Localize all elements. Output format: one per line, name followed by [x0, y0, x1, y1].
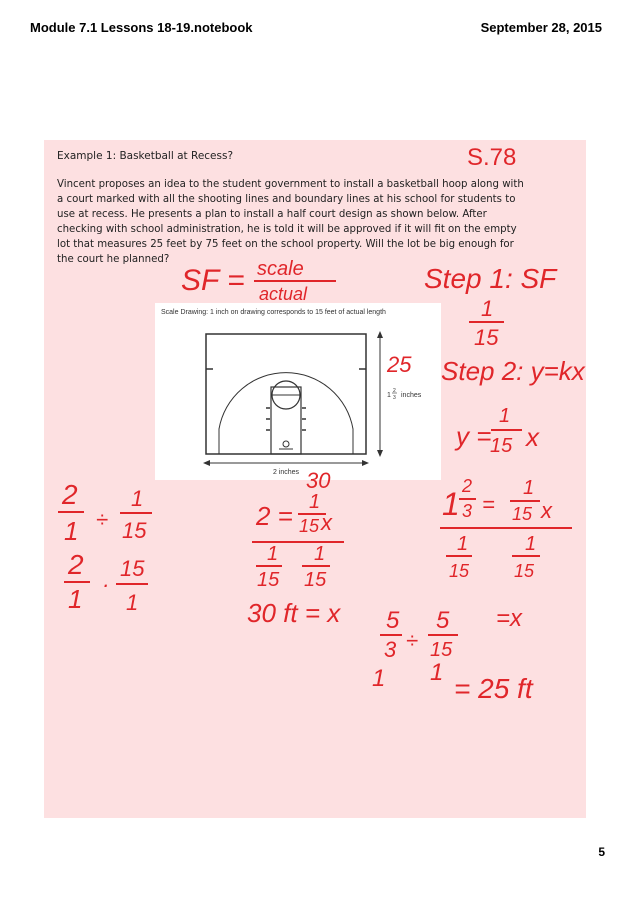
mul-b-num: 15 — [120, 556, 145, 581]
div-a-den: 1 — [64, 516, 79, 546]
height-25-label: 25 — [387, 352, 412, 377]
page-number: 5 — [598, 845, 605, 859]
mul-b-den: 1 — [126, 590, 139, 615]
div-b-num: 1 — [131, 486, 144, 511]
eq2-rhs-num: 1 — [309, 491, 321, 513]
page-date: September 28, 2015 — [480, 20, 602, 35]
final-eq: = 25 ft — [454, 673, 533, 704]
eq2-div2-den: 15 — [304, 569, 327, 591]
div-a-num: 2 — [62, 479, 78, 510]
result-30ft: 30 ft = x — [247, 598, 341, 628]
eq3-rhs-den: 15 — [512, 504, 533, 524]
mul-op: · — [102, 572, 110, 597]
drawing-caption: Scale Drawing: 1 inch on drawing corresponds to 15 feet of actual length — [161, 309, 386, 316]
page-reference: S.78 — [467, 144, 517, 171]
frac5-den: 3 — [384, 637, 397, 662]
div-b-den: 15 — [122, 518, 147, 543]
div-op: ÷ — [96, 507, 109, 532]
width-label: 2 inches — [272, 469, 300, 476]
mul-a-den: 1 — [68, 584, 83, 614]
height-unit: inches — [401, 392, 422, 399]
frac5-op: ÷ — [406, 628, 419, 653]
frac5-num: 5 — [386, 607, 400, 634]
y-numerator: 1 — [499, 405, 511, 427]
y-equation: y = — [456, 421, 492, 451]
height-frac-num: 2 — [393, 388, 396, 394]
eq3-div-num: 1 — [457, 533, 469, 555]
frac5-b-den: 15 — [430, 639, 453, 661]
example-text: Vincent proposes an idea to the student government to install a basketball hoop along with a court marked with all the shooting lines and boundary lines at his school for students to use at recess. He presents a plan to install a half court design as shown below. After checking with school administration, he is told it will be approved if it will fit on the empty lot that measures 25 feet by 75 feet on the school property. Will the lot be big enough for the court he planned? — [57, 179, 524, 265]
eq2-div-den: 15 — [257, 569, 280, 591]
eq2-div-num: 1 — [267, 543, 279, 565]
sf-numerator: scale — [257, 258, 304, 280]
y-denominator: 15 — [490, 435, 513, 457]
eq3-num: 2 — [462, 476, 473, 496]
eq3-div2-num: 1 — [525, 533, 537, 555]
width-30-label: 30 — [306, 468, 331, 493]
eq3-den: 3 — [462, 501, 473, 521]
example-panel — [44, 140, 586, 818]
eq2-rhs-den: 15 — [299, 516, 320, 536]
eq3-whole: 1 — [442, 486, 460, 522]
step2-label: Step 2: y=kx — [441, 356, 585, 386]
height-whole: 1 — [387, 392, 391, 399]
notebook-title: Module 7.1 Lessons 18-19.notebook — [30, 20, 253, 35]
step1-label: Step 1: SF — [424, 263, 557, 294]
eq3-div-den: 15 — [449, 561, 470, 581]
eq3-div2-den: 15 — [514, 561, 535, 581]
eq3-eq: = — [482, 492, 495, 517]
eq2-lhs: 2 = — [256, 501, 293, 531]
eq2-div2-num: 1 — [314, 543, 326, 565]
step1-num: 1 — [481, 296, 494, 321]
sf-formula: SF = — [181, 264, 245, 297]
final-mid: 1 — [430, 659, 444, 686]
sf-denominator: actual — [259, 284, 308, 304]
eq2-x: x — [321, 510, 332, 535]
frac5-b-num: 5 — [436, 607, 450, 634]
mul-a-num: 2 — [68, 549, 84, 580]
height-frac-den: 3 — [393, 395, 396, 401]
final-lhs: 1 — [372, 665, 386, 692]
frac5-eq: =x — [496, 605, 523, 632]
y-x: x — [526, 422, 539, 452]
handwritten-annotations — [44, 140, 586, 818]
example-title: Example 1: Basketball at Recess? — [57, 150, 234, 162]
step1-den: 15 — [474, 325, 499, 350]
eq3-x: x — [541, 498, 552, 523]
eq3-rhs-num: 1 — [523, 477, 535, 499]
